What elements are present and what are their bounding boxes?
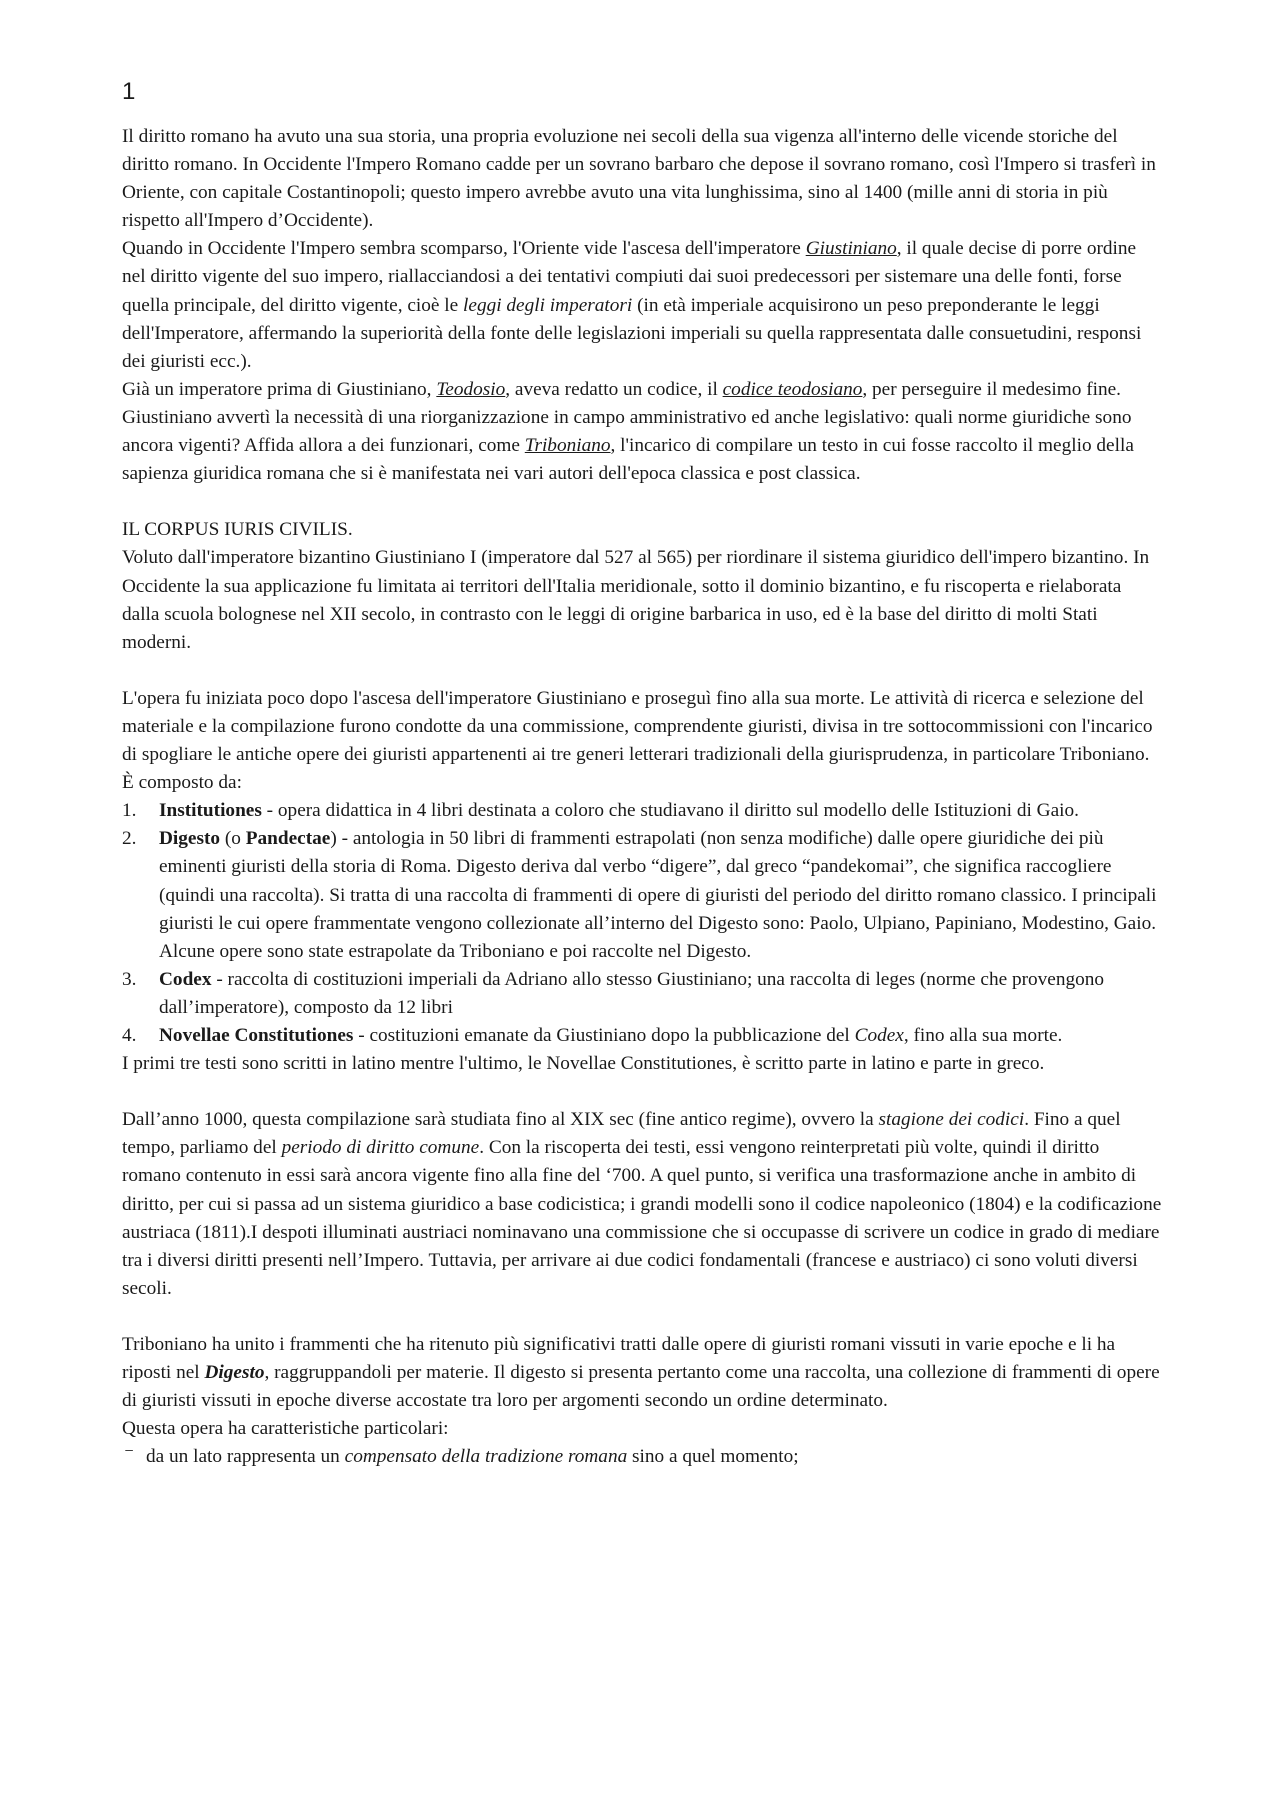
list-term: Novellae Constitutiones	[159, 1025, 354, 1046]
caratteristiche-label: Questa opera ha caratteristiche particolari:	[122, 1418, 449, 1440]
giustiniano-link: Giustiniano	[805, 238, 897, 260]
list-item: 4. Novellae Constitutiones - costituzioni emanate da Giustiniano dopo la pubblicazione del Codex, fino alla sua morte.	[122, 1022, 1162, 1050]
corpus-paragraph-3: I primi tre testi sono scritti in latino mentre l'ultimo, le Novellae Constitutiones, è scritto parte in latino e parte in greco.	[122, 1053, 1045, 1075]
document-body	[122, 123, 1162, 1472]
codex-emphasis: Codex	[854, 1025, 904, 1046]
intro-paragraph-3: Già un imperatore prima di Giustiniano, Teodosio, aveva redatto un codice, il codice teodosiano, per perseguire il medesimo fine. Giustiniano avvertì la necessità di una riorganizzazione in campo amministrativo ed anche legislativo: quali norme giuridiche sono ancora vigenti? Affida allora a dei funzionari, come Triboniano, l'incarico di compilare un testo in cui fosse raccolto il meglio della sapienza giuridica romana che si è manifestata nei vari autori dell'epoca classica e post classica.	[122, 378, 1134, 485]
leggi-imperatori-emphasis: leggi degli imperatori	[463, 294, 633, 316]
list-number: 4.	[122, 1025, 137, 1046]
caratteristiche-list	[122, 1443, 1162, 1471]
teodosio-link: Teodosio	[436, 378, 506, 400]
compensato-emphasis: compensato della tradizione romana	[344, 1446, 628, 1468]
spacer	[122, 1078, 1162, 1106]
list-term: Institutiones	[159, 800, 262, 822]
list-number: 3.	[122, 968, 137, 990]
list-item: ⁻ da un lato rappresenta un compensato della tradizione romana sino a quel momento;	[122, 1443, 1162, 1471]
triboniano-paragraph: Triboniano ha unito i frammenti che ha ritenuto più significativi tratti dalle opere di giuristi romani vissuti in varie epoche e li ha riposti nel Digesto, raggruppandoli per materie. Il digesto si presenta pertanto come una raccolta, una collezione di frammenti di opere di giuristi vissuti in epoche diverse accostate tra loro per argomenti secondo un ordine determinato.	[122, 1334, 1160, 1412]
list-term: Pandectae	[245, 828, 331, 850]
intro-paragraph-2: Quando in Occidente l'Impero sembra scomparso, l'Oriente vide l'ascesa dell'imperatore Giustiniano, il quale decise di porre ordine nel diritto vigente del suo impero, riallacciandosi a dei tentativi compiuti dai suoi predecessori per sistemare una delle fonti, forse quella principale, del diritto vigente, cioè le leggi degli imperatori (in età imperiale acquisirono un peso preponderante le leggi dell'Imperatore, affermando la superiorità della fonte delle legislazioni imperiali su quella rappresentata dalle consuetudini, responsi dei giuristi ecc.).	[122, 238, 1142, 372]
codice-teodosiano-link: codice teodosiano	[722, 378, 863, 400]
corpus-list	[122, 797, 1162, 1050]
list-number: 2.	[122, 828, 137, 850]
corpus-paragraph-2: L'opera fu iniziata poco dopo l'ascesa dell'imperatore Giustiniano e proseguì fino alla sua morte. Le attività di ricerca e selezione del materiale e la compilazione furono condotte da una commissione, comprendente giuristi, divisa in tre sottocommissioni con l'incarico di spogliare le antiche opere dei giuristi appartenenti ai tre generi letterari tradizionali della giurisprudenza, in particolare Triboniano.	[122, 687, 1153, 766]
stagione-codici-emphasis: stagione dei codici	[878, 1109, 1025, 1131]
spacer	[122, 488, 1162, 516]
spacer	[122, 1303, 1162, 1331]
composed-label: È composto da:	[122, 772, 242, 794]
periodo-diritto-comune-emphasis: periodo di diritto comune	[281, 1137, 480, 1159]
list-term: Codex	[159, 968, 212, 990]
page-number: 1	[122, 78, 136, 105]
dash-bullet-icon: ⁻	[124, 1444, 135, 1466]
list-number: 1.	[122, 800, 137, 822]
corpus-heading: IL CORPUS IURIS CIVILIS.	[122, 519, 353, 541]
list-item: 1. Institutiones - opera didattica in 4 libri destinata a coloro che studiavano il diritto sul modello delle Istituzioni di Gaio.	[122, 797, 1162, 825]
corpus-paragraph-1: Voluto dall'imperatore bizantino Giustiniano I (imperatore dal 527 al 565) per riordinare il sistema giuridico dell'impero bizantino. In Occidente la sua applicazione fu limitata ai territori dell'Italia meridionale, sotto il dominio bizantino, e fu riscoperta e rielaborata dalla scuola bolognese nel XII secolo, in contrasto con le leggi di origine barbarica in uso, ed è la base del diritto di molti Stati moderni.	[122, 547, 1150, 653]
triboniano-link: Triboniano	[524, 435, 611, 457]
intro-paragraph-1: Il diritto romano ha avuto una sua storia, una propria evoluzione nei secoli della sua vigenza all'interno delle vicende storiche del diritto romano. In Occidente l'Impero Romano cadde per un sovrano barbaro che depose il sovrano romano, così l'Impero si trasferì in Oriente, con capitale Costantinopoli; questo impero avrebbe avuto una vita lunghissima, sino al 1400 (mille anni di storia in più rispetto all'Impero d’Occidente).	[122, 126, 1156, 232]
codici-paragraph: Dall’anno 1000, questa compilazione sarà studiata fino al XIX sec (fine antico regime), ovvero la stagione dei codici. Fino a quel tempo, parliamo del periodo di diritto comune. Con la riscoperta dei testi, essi vengono reinterpretati più volte, quindi il diritto romano contenuto in essi sarà ancora vigente fino alla fine del ‘700. A quel punto, si verifica una trasformazione anche in ambito di diritto, per cui si passa ad un sistema giuridico a base codicistica; i grandi modelli sono il codice napoleonico (1804) e la codificazione austriaca (1811).I despoti illuminati austriaci nominavano una commissione che si occupasse di scrivere un codice in grado di mediare tra i diversi diritti presenti nell’Impero. Tuttavia, per arrivare ai due codici fondamentali (francese e austriaco) ci sono voluti diversi secoli.	[122, 1109, 1162, 1299]
spacer	[122, 657, 1162, 685]
list-item: 2. Digesto (o Pandectae) - antologia in 50 libri di frammenti estrapolati (non senza modifiche) dalle opere giuridiche dei più eminenti giuristi della storia di Roma. Digesto deriva dal verbo “digere”, dal greco “pandekomai”, che significa raccogliere (quindi una raccolta). Si tratta di una raccolta di frammenti di opere di giuristi del periodo del diritto romano classico. I principali giuristi le cui opere frammentate vengono collezionate all’interno del Digesto sono: Paolo, Ulpiano, Papiniano, Modestino, Gaio. Alcune opere sono state estrapolate da Triboniano e poi raccolte nel Digesto.	[122, 825, 1162, 965]
list-term: Digesto	[159, 828, 221, 850]
list-item: 3. Codex - raccolta di costituzioni imperiali da Adriano allo stesso Giustiniano; una raccolta di leges (norme che provengono dall’imperatore), composto da 12 libri	[122, 966, 1162, 1022]
digesto-emphasis: Digesto	[204, 1362, 265, 1384]
